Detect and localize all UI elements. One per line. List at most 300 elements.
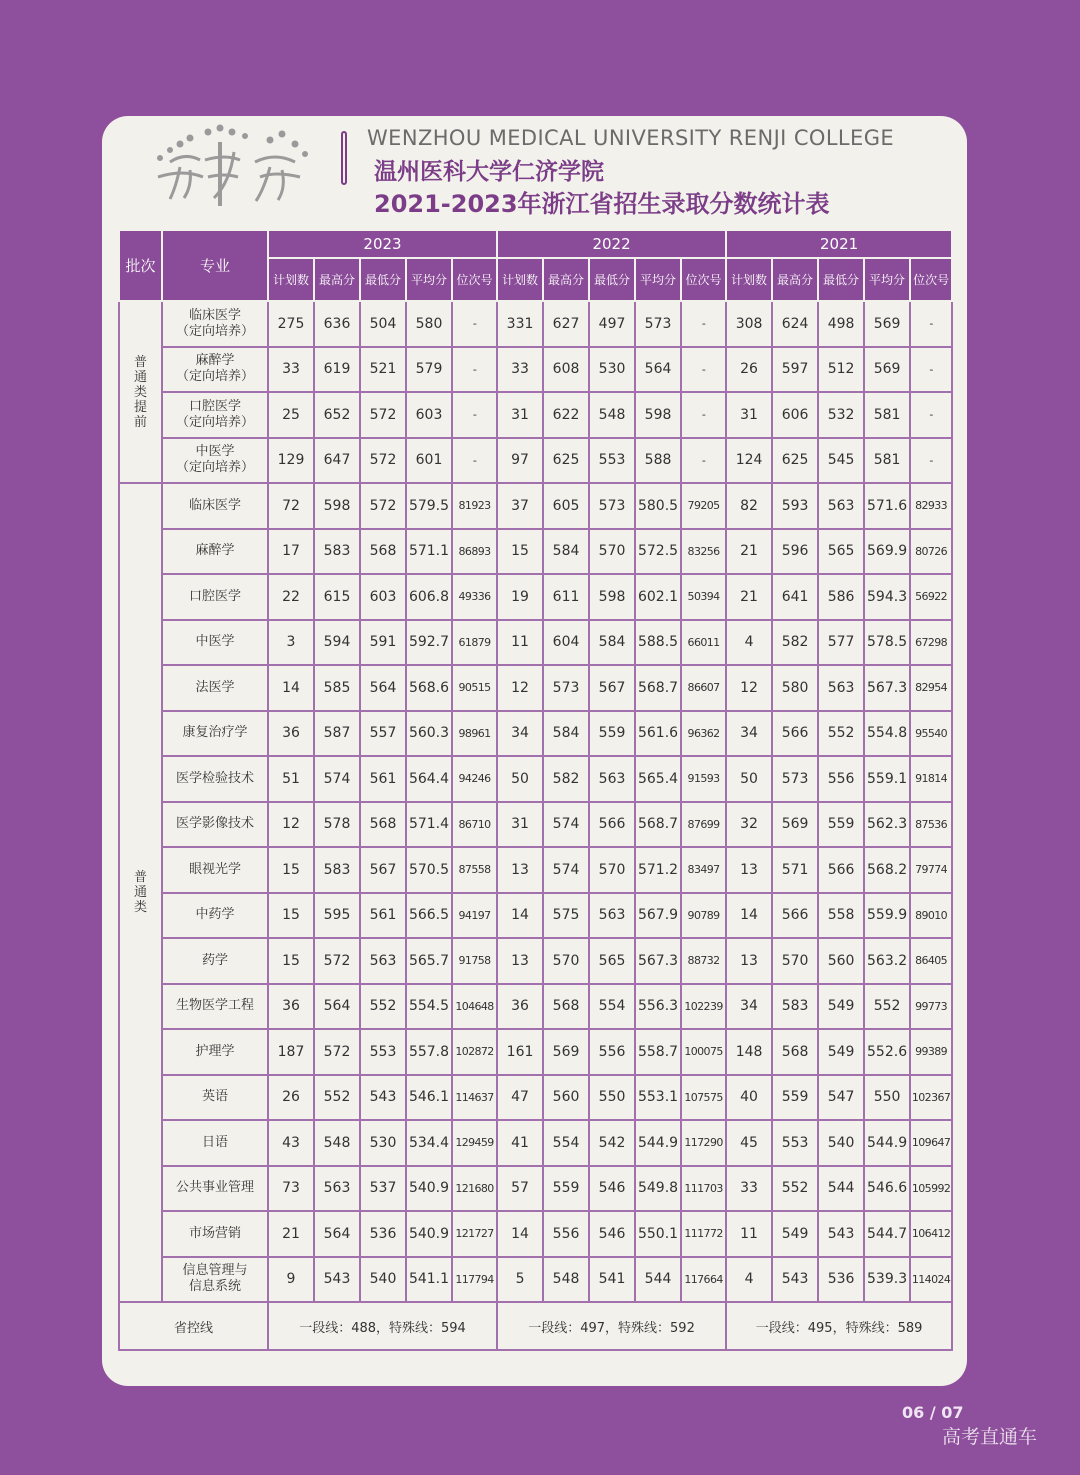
table-row <box>119 1075 952 1121</box>
score-cell: 19 <box>497 574 543 620</box>
score-cell: 565.4 <box>635 756 681 802</box>
score-cell: 553 <box>589 438 635 484</box>
column-header: 计划数 <box>726 258 772 301</box>
rank-cell: 91814 <box>910 756 952 802</box>
score-cell: 581 <box>864 392 910 438</box>
score-cell: 36 <box>268 984 314 1030</box>
score-cell: 571.6 <box>864 483 910 529</box>
score-cell: 33 <box>726 1166 772 1212</box>
score-cell: 553 <box>360 1029 406 1075</box>
score-cell: 625 <box>543 438 589 484</box>
score-cell: 21 <box>726 529 772 575</box>
rank-cell: 98961 <box>452 711 497 757</box>
score-cell: 521 <box>360 347 406 393</box>
score-cell: 3 <box>268 620 314 666</box>
score-cell: 603 <box>406 392 452 438</box>
score-cell: 544.9 <box>635 1120 681 1166</box>
score-cell: 568 <box>360 802 406 848</box>
score-cell: 563 <box>818 665 864 711</box>
score-cell: 545 <box>818 438 864 484</box>
rank-cell: 102239 <box>681 984 726 1030</box>
page-number: 06 / 07 <box>902 1403 964 1422</box>
score-cell: 540.9 <box>406 1211 452 1257</box>
score-cell: 50 <box>497 756 543 802</box>
score-cell: 627 <box>543 301 589 347</box>
score-cell: 598 <box>589 574 635 620</box>
score-cell: 569 <box>864 347 910 393</box>
major-cell: 法医学 <box>162 665 268 711</box>
score-cell: 552 <box>772 1166 818 1212</box>
score-cell: 578 <box>314 802 360 848</box>
rank-cell: 94197 <box>452 893 497 939</box>
column-header: 最高分 <box>314 258 360 301</box>
score-cell: 564 <box>360 665 406 711</box>
rank-cell: - <box>910 301 952 347</box>
rank-cell: 90515 <box>452 665 497 711</box>
score-cell: 571.1 <box>406 529 452 575</box>
score-cell: 9 <box>268 1257 314 1303</box>
score-cell: 32 <box>726 802 772 848</box>
major-cell: 药学 <box>162 938 268 984</box>
rank-cell: - <box>452 392 497 438</box>
score-cell: 504 <box>360 301 406 347</box>
score-cell: 4 <box>726 1257 772 1303</box>
rank-cell: 80726 <box>910 529 952 575</box>
score-cell: 570 <box>589 847 635 893</box>
score-cell: 82 <box>726 483 772 529</box>
score-cell: 568.6 <box>406 665 452 711</box>
column-header: 最高分 <box>772 258 818 301</box>
watermark: 高考直通车 <box>942 1426 1038 1448</box>
score-cell: 14 <box>497 893 543 939</box>
score-cell: 12 <box>497 665 543 711</box>
score-cell: 530 <box>589 347 635 393</box>
major-cell: 医学影像技术 <box>162 802 268 848</box>
score-cell: 573 <box>589 483 635 529</box>
score-cell: 552.6 <box>864 1029 910 1075</box>
rank-cell: 87536 <box>910 802 952 848</box>
score-cell: 97 <box>497 438 543 484</box>
score-cell: 497 <box>589 301 635 347</box>
score-cell: 45 <box>726 1120 772 1166</box>
score-cell: 552 <box>314 1075 360 1121</box>
score-cell: 583 <box>772 984 818 1030</box>
table-row <box>119 1211 952 1257</box>
score-cell: 574 <box>543 802 589 848</box>
rank-cell: 49336 <box>452 574 497 620</box>
table-row <box>119 1120 952 1166</box>
admission-score-table <box>118 229 953 1351</box>
score-cell: 550 <box>864 1075 910 1121</box>
score-cell: 547 <box>818 1075 864 1121</box>
rank-cell: 87558 <box>452 847 497 893</box>
score-cell: 498 <box>818 301 864 347</box>
score-cell: 594 <box>314 620 360 666</box>
rank-cell: 99389 <box>910 1029 952 1075</box>
score-cell: 14 <box>268 665 314 711</box>
score-cell: 579.5 <box>406 483 452 529</box>
score-cell: 549.8 <box>635 1166 681 1212</box>
score-cell: 586 <box>818 574 864 620</box>
rank-cell: - <box>910 347 952 393</box>
table-row <box>119 756 952 802</box>
table-row <box>119 483 952 529</box>
score-cell: 563 <box>589 893 635 939</box>
rank-cell: 104648 <box>452 984 497 1030</box>
table-row <box>119 847 952 893</box>
rank-cell: 91593 <box>681 756 726 802</box>
score-cell: 562.3 <box>864 802 910 848</box>
score-cell: 17 <box>268 529 314 575</box>
score-cell: 601 <box>406 438 452 484</box>
score-cell: 540 <box>360 1257 406 1303</box>
score-cell: 47 <box>497 1075 543 1121</box>
major-cell: 中医学 <box>162 620 268 666</box>
rank-cell: - <box>681 392 726 438</box>
control-line-value: 一段线：488，特殊线：594 <box>268 1302 497 1350</box>
table-row <box>119 620 952 666</box>
score-cell: 36 <box>497 984 543 1030</box>
score-cell: 556 <box>818 756 864 802</box>
score-cell: 566 <box>589 802 635 848</box>
table-row <box>119 802 952 848</box>
rank-cell: 86607 <box>681 665 726 711</box>
major-cell: 麻醉学 <box>162 529 268 575</box>
score-cell: 565 <box>589 938 635 984</box>
column-header: 平均分 <box>864 258 910 301</box>
score-cell: 582 <box>772 620 818 666</box>
score-cell: 557.8 <box>406 1029 452 1075</box>
score-cell: 532 <box>818 392 864 438</box>
score-cell: 603 <box>360 574 406 620</box>
score-cell: 556 <box>543 1211 589 1257</box>
score-cell: 606.8 <box>406 574 452 620</box>
score-cell: 611 <box>543 574 589 620</box>
major-cell: 口腔医学 （定向培养） <box>162 392 268 438</box>
score-cell: 559 <box>818 802 864 848</box>
score-cell: 43 <box>268 1120 314 1166</box>
rank-cell: 50394 <box>681 574 726 620</box>
table-row <box>119 347 952 393</box>
table-row <box>119 529 952 575</box>
score-cell: 602.1 <box>635 574 681 620</box>
score-cell: 596 <box>772 529 818 575</box>
score-cell: 15 <box>268 847 314 893</box>
score-cell: 161 <box>497 1029 543 1075</box>
score-cell: 578.5 <box>864 620 910 666</box>
score-cell: 129 <box>268 438 314 484</box>
score-cell: 148 <box>726 1029 772 1075</box>
table-row <box>119 574 952 620</box>
score-cell: 584 <box>589 620 635 666</box>
score-cell: 557 <box>360 711 406 757</box>
score-cell: 563 <box>589 756 635 802</box>
score-cell: 554.8 <box>864 711 910 757</box>
score-cell: 580.5 <box>635 483 681 529</box>
score-cell: 581 <box>864 438 910 484</box>
year-header: 2021 <box>726 230 952 258</box>
table-row <box>119 711 952 757</box>
score-cell: 187 <box>268 1029 314 1075</box>
category-cell <box>119 301 162 483</box>
batch-header: 批次 <box>119 230 162 301</box>
column-header: 位次号 <box>452 258 497 301</box>
major-cell: 眼视光学 <box>162 847 268 893</box>
score-cell: 57 <box>497 1166 543 1212</box>
score-cell: 608 <box>543 347 589 393</box>
major-cell: 中药学 <box>162 893 268 939</box>
score-cell: 15 <box>268 893 314 939</box>
rank-cell: 114024 <box>910 1257 952 1303</box>
score-cell: 559 <box>772 1075 818 1121</box>
score-cell: 556.3 <box>635 984 681 1030</box>
score-cell: 40 <box>726 1075 772 1121</box>
score-cell: 570 <box>772 938 818 984</box>
rank-cell: - <box>910 392 952 438</box>
score-cell: 548 <box>314 1120 360 1166</box>
score-cell: 536 <box>818 1257 864 1303</box>
score-cell: 591 <box>360 620 406 666</box>
score-cell: 580 <box>772 665 818 711</box>
score-cell: 540 <box>818 1120 864 1166</box>
rank-cell: 114637 <box>452 1075 497 1121</box>
score-cell: 569 <box>543 1029 589 1075</box>
column-header: 最低分 <box>589 258 635 301</box>
column-header: 计划数 <box>268 258 314 301</box>
score-cell: 546 <box>589 1211 635 1257</box>
score-cell: 559 <box>589 711 635 757</box>
score-cell: 568 <box>360 529 406 575</box>
column-header: 计划数 <box>497 258 543 301</box>
score-cell: 593 <box>772 483 818 529</box>
rank-cell: 61879 <box>452 620 497 666</box>
column-header: 位次号 <box>681 258 726 301</box>
score-cell: 560.3 <box>406 711 452 757</box>
score-cell: 543 <box>818 1211 864 1257</box>
score-cell: 37 <box>497 483 543 529</box>
rank-cell: 79774 <box>910 847 952 893</box>
column-header: 平均分 <box>406 258 452 301</box>
score-cell: 572 <box>314 1029 360 1075</box>
rank-cell: 129459 <box>452 1120 497 1166</box>
rank-cell: 79205 <box>681 483 726 529</box>
major-cell: 公共事业管理 <box>162 1166 268 1212</box>
score-cell: 625 <box>772 438 818 484</box>
score-cell: 26 <box>268 1075 314 1121</box>
score-cell: 563 <box>360 938 406 984</box>
score-cell: 552 <box>864 984 910 1030</box>
rank-cell: 100075 <box>681 1029 726 1075</box>
rank-cell: 89010 <box>910 893 952 939</box>
score-cell: 571.2 <box>635 847 681 893</box>
major-cell: 临床医学 （定向培养） <box>162 301 268 347</box>
rank-cell: 117290 <box>681 1120 726 1166</box>
table-row <box>119 938 952 984</box>
rank-cell: 87699 <box>681 802 726 848</box>
score-cell: 36 <box>268 711 314 757</box>
score-cell: 588.5 <box>635 620 681 666</box>
rank-cell: - <box>452 301 497 347</box>
score-cell: 549 <box>818 984 864 1030</box>
rank-cell: 102367 <box>910 1075 952 1121</box>
column-header: 最高分 <box>543 258 589 301</box>
score-cell: 14 <box>726 893 772 939</box>
rank-cell: 107575 <box>681 1075 726 1121</box>
score-cell: 573 <box>772 756 818 802</box>
score-cell: 308 <box>726 301 772 347</box>
rank-cell: - <box>452 438 497 484</box>
rank-cell: - <box>681 301 726 347</box>
score-cell: 564.4 <box>406 756 452 802</box>
score-cell: 566 <box>772 893 818 939</box>
score-cell: 11 <box>497 620 543 666</box>
score-cell: 13 <box>497 938 543 984</box>
column-header: 平均分 <box>635 258 681 301</box>
score-cell: 570.5 <box>406 847 452 893</box>
score-cell: 548 <box>589 392 635 438</box>
score-cell: 566 <box>818 847 864 893</box>
score-cell: 561.6 <box>635 711 681 757</box>
score-cell: 567.3 <box>635 938 681 984</box>
score-cell: 73 <box>268 1166 314 1212</box>
score-cell: 546 <box>589 1166 635 1212</box>
score-cell: 566.5 <box>406 893 452 939</box>
score-cell: 588 <box>635 438 681 484</box>
score-cell: 619 <box>314 347 360 393</box>
table-row <box>119 392 952 438</box>
score-cell: 561 <box>360 893 406 939</box>
score-cell: 11 <box>726 1211 772 1257</box>
score-cell: 571.4 <box>406 802 452 848</box>
score-cell: 12 <box>726 665 772 711</box>
score-cell: 574 <box>543 847 589 893</box>
score-cell: 605 <box>543 483 589 529</box>
major-header: 专业 <box>162 230 268 301</box>
table-row <box>119 301 952 347</box>
rank-cell: 88732 <box>681 938 726 984</box>
score-cell: 595 <box>314 893 360 939</box>
score-cell: 31 <box>497 392 543 438</box>
score-cell: 566 <box>772 711 818 757</box>
rank-cell: 82954 <box>910 665 952 711</box>
score-cell: 31 <box>497 802 543 848</box>
category-label: 普通类提前 <box>133 354 147 430</box>
score-cell: 539.3 <box>864 1257 910 1303</box>
score-cell: 512 <box>818 347 864 393</box>
score-cell: 15 <box>268 938 314 984</box>
rank-cell: 106412 <box>910 1211 952 1257</box>
score-cell: 559.1 <box>864 756 910 802</box>
score-cell: 571 <box>772 847 818 893</box>
major-cell: 麻醉学 （定向培养） <box>162 347 268 393</box>
score-cell: 31 <box>726 392 772 438</box>
score-cell: 583 <box>314 847 360 893</box>
control-line-label: 省控线 <box>119 1302 268 1350</box>
score-cell: 560 <box>818 938 864 984</box>
rank-cell: 111772 <box>681 1211 726 1257</box>
table-row <box>119 438 952 484</box>
score-cell: 559.9 <box>864 893 910 939</box>
score-cell: 568.7 <box>635 802 681 848</box>
score-cell: 624 <box>772 301 818 347</box>
score-cell: 565 <box>818 529 864 575</box>
rank-cell: 81923 <box>452 483 497 529</box>
score-cell: 584 <box>543 529 589 575</box>
rank-cell: 86405 <box>910 938 952 984</box>
score-cell: 564 <box>635 347 681 393</box>
score-cell: 124 <box>726 438 772 484</box>
score-cell: 552 <box>818 711 864 757</box>
college-name-en: WENZHOU MEDICAL UNIVERSITY RENJI COLLEGE <box>367 126 895 150</box>
score-cell: 12 <box>268 802 314 848</box>
rank-cell: - <box>452 347 497 393</box>
score-cell: 25 <box>268 392 314 438</box>
score-cell: 565.7 <box>406 938 452 984</box>
major-cell: 英语 <box>162 1075 268 1121</box>
score-cell: 34 <box>726 984 772 1030</box>
score-cell: 567 <box>589 665 635 711</box>
score-cell: 541 <box>589 1257 635 1303</box>
rank-cell: 95540 <box>910 711 952 757</box>
score-cell: 50 <box>726 756 772 802</box>
column-header: 最低分 <box>360 258 406 301</box>
column-header: 位次号 <box>910 258 952 301</box>
score-cell: 567 <box>360 847 406 893</box>
rank-cell: 90789 <box>681 893 726 939</box>
college-logo-icon <box>150 122 315 208</box>
rank-cell: 102872 <box>452 1029 497 1075</box>
score-cell: 546.1 <box>406 1075 452 1121</box>
rank-cell: - <box>681 347 726 393</box>
table-row <box>119 665 952 711</box>
category-label: 普通类 <box>133 870 147 915</box>
score-cell: 5 <box>497 1257 543 1303</box>
score-cell: 561 <box>360 756 406 802</box>
score-cell: 558 <box>818 893 864 939</box>
score-cell: 559 <box>543 1166 589 1212</box>
score-cell: 546.6 <box>864 1166 910 1212</box>
score-cell: 544.9 <box>864 1120 910 1166</box>
major-cell: 信息管理与 信息系统 <box>162 1257 268 1303</box>
score-cell: 572 <box>360 438 406 484</box>
score-cell: 570 <box>543 938 589 984</box>
major-cell: 市场营销 <box>162 1211 268 1257</box>
score-cell: 597 <box>772 347 818 393</box>
score-cell: 615 <box>314 574 360 620</box>
score-cell: 574 <box>314 756 360 802</box>
score-cell: 622 <box>543 392 589 438</box>
score-cell: 572 <box>360 483 406 529</box>
score-cell: 563.2 <box>864 938 910 984</box>
rank-cell: 86893 <box>452 529 497 575</box>
score-cell: 594.3 <box>864 574 910 620</box>
table-row <box>119 1029 952 1075</box>
major-cell: 中医学 （定向培养） <box>162 438 268 484</box>
score-cell: 554.5 <box>406 984 452 1030</box>
score-cell: 573 <box>543 665 589 711</box>
score-cell: 541.1 <box>406 1257 452 1303</box>
control-line-value: 一段线：495，特殊线：589 <box>726 1302 952 1350</box>
page-title: 2021-2023年浙江省招生录取分数统计表 <box>374 190 830 218</box>
score-cell: 550.1 <box>635 1211 681 1257</box>
score-cell: 568.2 <box>864 847 910 893</box>
score-cell: 543 <box>772 1257 818 1303</box>
score-cell: 569 <box>772 802 818 848</box>
major-cell: 口腔医学 <box>162 574 268 620</box>
score-cell: 564 <box>314 1211 360 1257</box>
table-row <box>119 893 952 939</box>
major-cell: 医学检验技术 <box>162 756 268 802</box>
